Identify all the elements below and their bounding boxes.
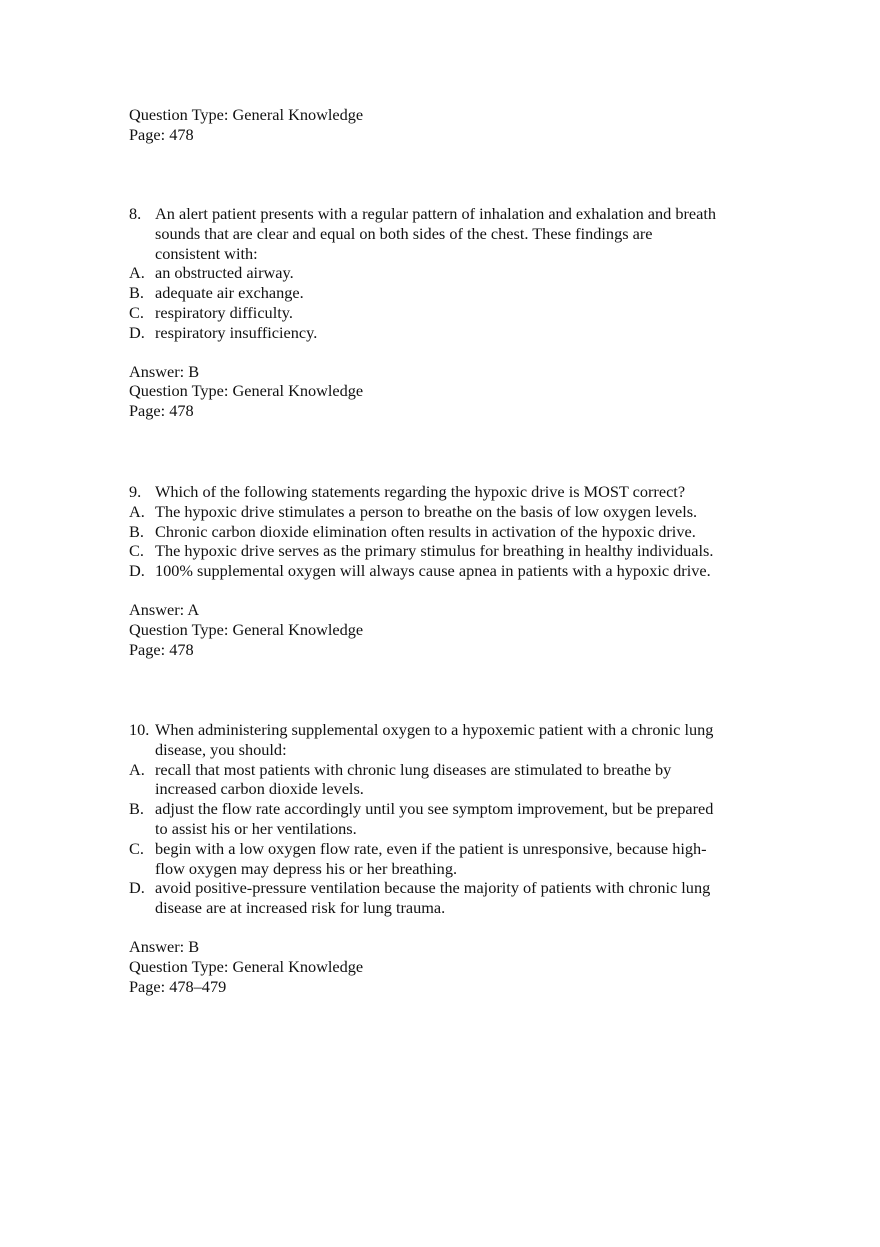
option-text: to assist his or her ventilations. [155,818,357,838]
option-label: D. [129,322,145,342]
option-b [129,283,769,303]
option-text: an obstructed airway. [155,263,294,283]
option-label: C. [129,541,144,561]
question-type: Question Type: General Knowledge [129,105,364,124]
option-a [129,760,769,800]
option-d [129,878,769,918]
option-text: respiratory insufficiency. [155,322,318,342]
option-d [129,561,769,581]
question-number: 8. [129,204,142,223]
option-label: B. [129,283,144,303]
option-text: disease are at increased risk for lung trauma. [155,898,446,918]
option-label: B. [129,521,144,541]
question-type: Question Type: General Knowledge [129,956,364,976]
question-meta [129,600,769,659]
option-text: flow oxygen may depress his or her breathing. [155,858,458,878]
stem-line: When administering supplemental oxygen to a hypoxemic patient with a chronic lung [155,720,714,739]
option-label: C. [129,302,144,322]
option-text: adequate air exchange. [155,283,304,303]
option-label: D. [129,878,145,898]
option-text: increased carbon dioxide levels. [155,779,364,799]
stem-line: sounds that are clear and equal on both sides of the chest. These findings are [155,223,653,243]
option-d [129,323,769,343]
option-b [129,522,769,542]
question-stem [129,204,769,263]
option-text: respiratory difficulty. [155,302,293,322]
option-b [129,799,769,839]
option-a [129,263,769,283]
answer: Answer: A [129,599,200,619]
option-text: adjust the flow rate accordingly until you see symptom improvement, but be prepared [155,799,714,819]
option-text: begin with a low oxygen flow rate, even if the patient is unresponsive, because high- [155,838,707,858]
question-type: Question Type: General Knowledge [129,381,364,401]
stem-line: consistent with: [155,243,258,263]
option-c [129,839,769,879]
option-c [129,541,769,561]
option-c [129,303,769,323]
question-meta [129,937,769,996]
option-text: Chronic carbon dioxide elimination often results in activation of the hypoxic drive. [155,521,696,541]
answer: Answer: B [129,936,200,956]
option-text: recall that most patients with chronic lung diseases are stimulated to breathe by [155,759,672,779]
answer: Answer: B [129,361,200,381]
question-stem [129,720,769,760]
question-stem [129,482,769,502]
stem-line: An alert patient presents with a regular pattern of inhalation and exhalation and breath [155,204,717,223]
option-label: A. [129,501,145,521]
question-9 [129,482,769,659]
option-label: A. [129,759,145,779]
page-reference: Page: 478 [129,124,194,144]
question-8 [129,204,769,421]
page-reference: Page: 478 [129,401,194,421]
option-text: The hypoxic drive stimulates a person to breathe on the basis of low oxygen levels. [155,501,698,521]
question-10 [129,720,769,996]
option-label: B. [129,799,144,819]
option-text: 100% supplemental oxygen will always cause apnea in patients with a hypoxic drive. [155,561,711,581]
previous-question-meta [129,105,363,145]
option-label: C. [129,838,144,858]
page-reference: Page: 478–479 [129,976,227,996]
question-type: Question Type: General Knowledge [129,619,364,639]
question-number: 10. [129,720,150,739]
stem-line: Which of the following statements regarding the hypoxic drive is MOST correct? [155,482,686,501]
stem-line: disease, you should: [155,739,287,759]
question-meta [129,362,769,421]
page-reference: Page: 478 [129,639,194,659]
question-number: 9. [129,482,142,501]
option-label: A. [129,263,145,283]
option-text: avoid positive-pressure ventilation because the majority of patients with chronic lung [155,878,711,898]
option-label: D. [129,561,145,581]
option-text: The hypoxic drive serves as the primary stimulus for breathing in healthy individuals. [155,541,714,561]
option-a [129,502,769,522]
